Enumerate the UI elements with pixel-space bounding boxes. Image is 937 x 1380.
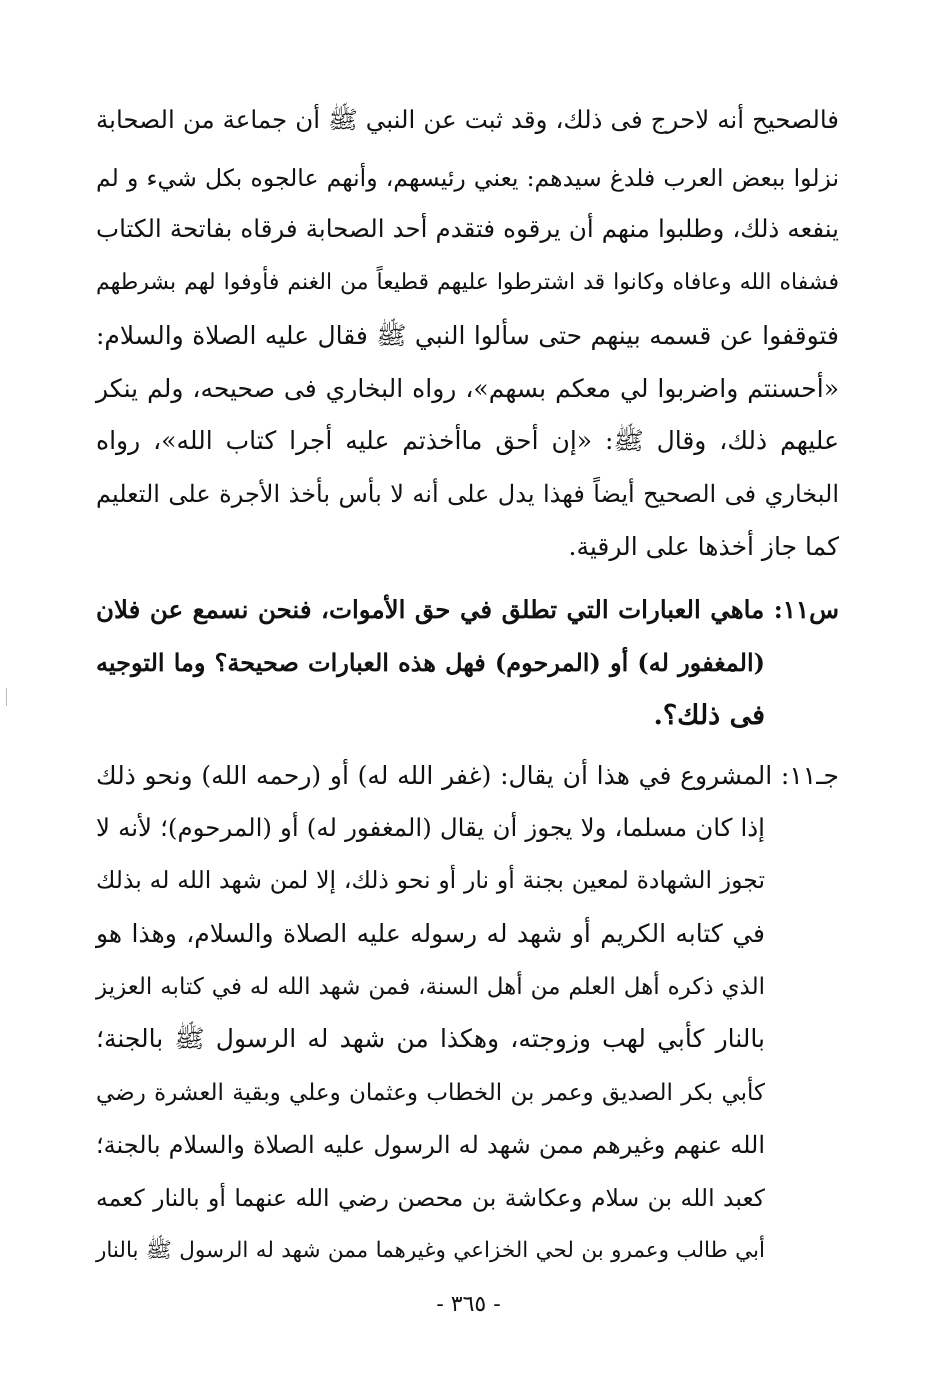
paragraph-line: نزلوا ببعض العرب فلدغ سيدهم: يعني رئيسهم، وأنهم عالجوه بكل شيء و لم bbox=[96, 164, 839, 192]
answer-line: جـ١١: المشروع في هذا أن يقال: (غفر الله له) أو (رحمه الله) ونحو ذلك bbox=[96, 761, 839, 790]
paragraph-line: «أحسنتم واضربوا لي معكم بسهم»، رواه البخاري فى صحيحه، ولم ينكر bbox=[96, 374, 839, 403]
paragraph-line: عليهم ذلك، وقال ﷺ: «إن أحق ماأخذتم عليه أجرا كتاب الله»، رواه bbox=[96, 426, 839, 455]
paragraph-line: كما جاز أخذها على الرقية. bbox=[568, 532, 839, 561]
answer-line: في كتابه الكريم أو شهد له رسوله عليه الصلاة والسلام، وهذا هو bbox=[96, 919, 765, 948]
margin-mark bbox=[6, 688, 7, 706]
answer-line: الله عنهم وغيرهم ممن شهد له الرسول عليه الصلاة والسلام بالجنة؛ bbox=[96, 1131, 765, 1159]
answer-line: بالنار كأبي لهب وزوجته، وهكذا من شهد له الرسول ﷺ بالجنة؛ bbox=[96, 1024, 765, 1053]
paragraph-line: البخاري فى الصحيح أيضاً فهذا يدل على أنه لا بأس بأخذ الأجرة على التعليم bbox=[96, 480, 839, 508]
paragraph-line: فتوقفوا عن قسمه بينهم حتى سألوا النبي ﷺ فقال عليه الصلاة والسلام: bbox=[96, 321, 839, 350]
question-line: س١١: ماهي العبارات التي تطلق في حق الأموات، فنحن نسمع عن فلان bbox=[96, 595, 839, 624]
page-number: - ٣٦٥ - bbox=[436, 1292, 501, 1317]
paragraph-line: فشفاه الله وعافاه وكانوا قد اشترطوا عليهم قطيعاً من الغنم فأوفوا لهم بشرطهم bbox=[96, 270, 839, 295]
question-line: (المغفور له) أو (المرحوم) فهل هذه العبارات صحيحة؟ وما التوجيه bbox=[96, 648, 765, 677]
answer-line: كأبي بكر الصديق وعمر بن الخطاب وعثمان وعلي وبقية العشرة رضي bbox=[96, 1080, 765, 1106]
answer-line: كعبد الله بن سلام وعكاشة بن محصن رضي الله عنهما أو بالنار كعمه bbox=[96, 1184, 765, 1212]
answer-line: تجوز الشهادة لمعين بجنة أو نار أو نحو ذلك، إلا لمن شهد الله له بذلك bbox=[96, 866, 765, 894]
paragraph-line: فالصحيح أنه لاحرج فى ذلك، وقد ثبت عن النبي ﷺ أن جماعة من الصحابة bbox=[96, 105, 839, 134]
question-line: فى ذلك؟. bbox=[653, 700, 765, 731]
answer-line: أبي طالب وعمرو بن لحي الخزاعي وغيرهما ممن شهد له الرسول ﷺ بالنار bbox=[96, 1238, 765, 1263]
answer-line: إذا كان مسلما، ولا يجوز أن يقال (المغفور له) أو (المرحوم)؛ لأنه لا bbox=[96, 813, 765, 842]
paragraph-line: ينفعه ذلك، وطلبوا منهم أن يرقوه فتقدم أحد الصحابة فرقاه بفاتحة الكتاب bbox=[96, 214, 839, 243]
answer-line: الذي ذكره أهل العلم من أهل السنة، فمن شهد الله له في كتابه العزيز bbox=[96, 974, 765, 1000]
